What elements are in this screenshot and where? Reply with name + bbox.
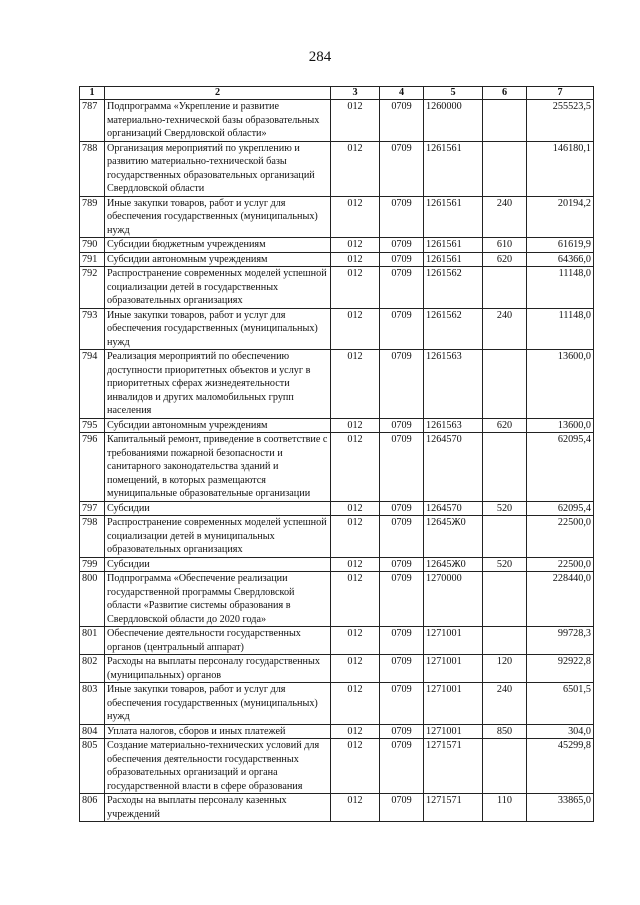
row-name: Распространение современных моделей успешной социализации детей в государственных образовательных организациях [105,267,331,309]
row-number: 801 [80,627,105,655]
budget-table [79,86,594,822]
row-number: 806 [80,794,105,822]
column-header-2: 2 [105,87,331,100]
row-code-4: 0709 [380,418,424,433]
row-number: 787 [80,100,105,142]
row-number: 792 [80,267,105,309]
row-code-3: 012 [331,683,380,725]
row-number: 804 [80,724,105,739]
row-code-6: 610 [483,238,527,253]
row-code-5: 1271001 [424,655,483,683]
row-code-5: 1271571 [424,739,483,794]
column-header-3: 3 [331,87,380,100]
row-code-6: 520 [483,501,527,516]
row-number: 803 [80,683,105,725]
row-code-5: 1261561 [424,238,483,253]
row-number: 788 [80,141,105,196]
row-code-5: 1261561 [424,196,483,238]
row-code-5: 1261562 [424,308,483,350]
row-code-3: 012 [331,739,380,794]
table-row [80,557,594,572]
row-code-3: 012 [331,196,380,238]
row-code-3: 012 [331,655,380,683]
row-amount: 62095,4 [527,433,594,502]
row-amount: 255523,5 [527,100,594,142]
row-code-5: 1261563 [424,350,483,419]
row-code-4: 0709 [380,100,424,142]
row-name: Подпрограмма «Укрепление и развитие материально-технической базы образовательных организаций Свердловской области» [105,100,331,142]
row-code-6 [483,100,527,142]
row-code-3: 012 [331,794,380,822]
column-header-7: 7 [527,87,594,100]
table-row [80,238,594,253]
table-row [80,196,594,238]
row-name: Расходы на выплаты персоналу государственных (муниципальных) органов [105,655,331,683]
row-name: Реализация мероприятий по обеспечению доступности приоритетных объектов и услуг в приоритетных сферах жизнедеятельности инвалидов и других маломобильных групп населения [105,350,331,419]
row-code-6 [483,739,527,794]
column-header-1: 1 [80,87,105,100]
row-code-4: 0709 [380,627,424,655]
row-number: 799 [80,557,105,572]
row-code-5: 1264570 [424,501,483,516]
row-number: 789 [80,196,105,238]
row-amount: 20194,2 [527,196,594,238]
row-number: 800 [80,572,105,627]
row-number: 798 [80,516,105,558]
table-row [80,252,594,267]
row-amount: 304,0 [527,724,594,739]
row-amount: 33865,0 [527,794,594,822]
row-amount: 61619,9 [527,238,594,253]
table-row [80,501,594,516]
row-name: Субсидии [105,557,331,572]
row-name: Капитальный ремонт, приведение в соответствие с требованиями пожарной безопасности и санитарного законодательства зданий и помещений, в которых размещаются муниципальные образовательные организации [105,433,331,502]
row-code-3: 012 [331,433,380,502]
row-name: Организация мероприятий по укреплению и развитию материально-технической базы государственных образовательных организаций Свердловской области [105,141,331,196]
row-code-4: 0709 [380,433,424,502]
row-name: Субсидии автономным учреждениям [105,418,331,433]
row-code-6: 120 [483,655,527,683]
row-code-3: 012 [331,724,380,739]
row-code-3: 012 [331,252,380,267]
row-code-3: 012 [331,238,380,253]
row-amount: 22500,0 [527,516,594,558]
table-row [80,350,594,419]
row-amount: 11148,0 [527,308,594,350]
row-code-3: 012 [331,627,380,655]
row-code-6 [483,516,527,558]
row-code-6 [483,350,527,419]
row-code-3: 012 [331,501,380,516]
row-amount: 13600,0 [527,418,594,433]
table-row [80,724,594,739]
row-amount: 22500,0 [527,557,594,572]
row-code-4: 0709 [380,267,424,309]
row-name: Создание материально-технических условий для обеспечения деятельности государственных образовательных организаций и органа государственной власти в сфере образования [105,739,331,794]
table-row [80,141,594,196]
row-code-4: 0709 [380,572,424,627]
row-name: Распространение современных моделей успешной социализации детей в муниципальных образовательных организациях [105,516,331,558]
row-amount: 99728,3 [527,627,594,655]
row-code-5: 1264570 [424,433,483,502]
row-code-5: 12645Ж0 [424,516,483,558]
row-code-3: 012 [331,267,380,309]
row-number: 796 [80,433,105,502]
row-amount: 64366,0 [527,252,594,267]
row-name: Субсидии бюджетным учреждениям [105,238,331,253]
row-code-4: 0709 [380,655,424,683]
row-amount: 13600,0 [527,350,594,419]
row-code-6: 520 [483,557,527,572]
row-name: Иные закупки товаров, работ и услуг для обеспечения государственных (муниципальных) нужд [105,683,331,725]
row-code-6: 240 [483,308,527,350]
row-code-3: 012 [331,100,380,142]
row-name: Подпрограмма «Обеспечение реализации государственной программы Свердловской области «Развитие системы образования в Свердловской области до 2020 года» [105,572,331,627]
row-number: 794 [80,350,105,419]
row-code-3: 012 [331,308,380,350]
row-name: Обеспечение деятельности государственных органов (центральный аппарат) [105,627,331,655]
row-code-3: 012 [331,572,380,627]
row-name: Уплата налогов, сборов и иных платежей [105,724,331,739]
row-name: Субсидии автономным учреждениям [105,252,331,267]
table-body [80,100,594,822]
row-code-6 [483,267,527,309]
row-code-4: 0709 [380,196,424,238]
table-header [80,87,594,100]
table-row [80,516,594,558]
row-code-4: 0709 [380,724,424,739]
table-row [80,794,594,822]
row-code-4: 0709 [380,238,424,253]
row-code-5: 1260000 [424,100,483,142]
row-number: 805 [80,739,105,794]
row-number: 790 [80,238,105,253]
row-code-6: 110 [483,794,527,822]
row-code-5: 1270000 [424,572,483,627]
row-code-4: 0709 [380,252,424,267]
row-code-4: 0709 [380,739,424,794]
row-code-4: 0709 [380,141,424,196]
row-code-5: 1271001 [424,627,483,655]
row-code-3: 012 [331,350,380,419]
row-code-6: 850 [483,724,527,739]
row-amount: 146180,1 [527,141,594,196]
row-code-4: 0709 [380,516,424,558]
row-number: 793 [80,308,105,350]
row-code-4: 0709 [380,350,424,419]
row-name: Расходы на выплаты персоналу казенных учреждений [105,794,331,822]
column-header-4: 4 [380,87,424,100]
table-row [80,267,594,309]
row-code-5: 1261562 [424,267,483,309]
row-code-6 [483,627,527,655]
row-amount: 45299,8 [527,739,594,794]
row-amount: 6501,5 [527,683,594,725]
table-row [80,627,594,655]
row-code-5: 1261561 [424,141,483,196]
row-code-6: 240 [483,196,527,238]
table-row [80,308,594,350]
row-amount: 11148,0 [527,267,594,309]
table-row [80,739,594,794]
row-code-6: 620 [483,418,527,433]
table-row [80,100,594,142]
row-code-6: 620 [483,252,527,267]
row-code-6: 240 [483,683,527,725]
table-row [80,572,594,627]
row-number: 791 [80,252,105,267]
row-code-3: 012 [331,516,380,558]
table-row [80,655,594,683]
header-row [80,87,594,100]
row-code-5: 1271571 [424,794,483,822]
row-code-5: 1261561 [424,252,483,267]
row-amount: 228440,0 [527,572,594,627]
row-code-4: 0709 [380,557,424,572]
row-name: Иные закупки товаров, работ и услуг для обеспечения государственных (муниципальных) нужд [105,196,331,238]
row-number: 802 [80,655,105,683]
row-code-3: 012 [331,418,380,433]
row-code-4: 0709 [380,794,424,822]
page-number: 284 [308,49,332,65]
row-code-4: 0709 [380,683,424,725]
row-code-5: 1271001 [424,724,483,739]
row-code-4: 0709 [380,308,424,350]
table-row [80,433,594,502]
row-code-5: 12645Ж0 [424,557,483,572]
row-code-4: 0709 [380,501,424,516]
table-row [80,418,594,433]
row-number: 797 [80,501,105,516]
table-row [80,683,594,725]
column-header-5: 5 [424,87,483,100]
row-code-5: 1271001 [424,683,483,725]
row-code-6 [483,141,527,196]
column-header-6: 6 [483,87,527,100]
row-number: 795 [80,418,105,433]
row-code-3: 012 [331,141,380,196]
row-code-3: 012 [331,557,380,572]
row-code-6 [483,433,527,502]
row-name: Субсидии [105,501,331,516]
row-name: Иные закупки товаров, работ и услуг для обеспечения государственных (муниципальных) нужд [105,308,331,350]
row-code-5: 1261563 [424,418,483,433]
row-code-6 [483,572,527,627]
row-amount: 62095,4 [527,501,594,516]
row-amount: 92922,8 [527,655,594,683]
